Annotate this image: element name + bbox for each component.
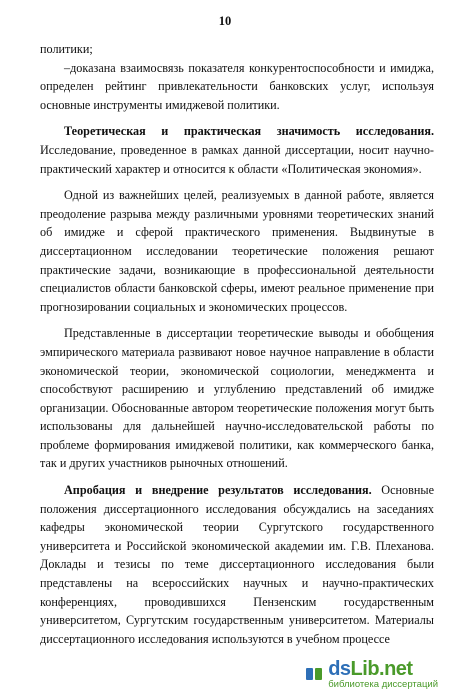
paragraph-goals: Одной из важнейших целей, реализуемых в данной работе, является преодоление разрыва между различными уровнями теоретических знаний об имидже и сферой практического применения. Выдвинутые в диссертационном исследовании теоретические положения решают практические задачи, возникающие в профессиональной деятельности специалистов области банковской сферы, имеют реальное применение при прогнозировании социальных и экономических процессов.: [40, 188, 434, 314]
page-number: 10: [218, 14, 232, 28]
section-heading-significance: Теоретическая и практическая значимость исследования.: [64, 124, 434, 139]
dslib-tagline: библиотека диссертаций: [328, 678, 438, 690]
paragraph-approbation-text: Основные положения диссертационного исследования обсуждались на заседаниях кафедры экономической теории Сургутского государственного университета и Российской экономической академии им. Г.В. Плеханова. Доклады и тезисы по теме диссертационного исследования были представлены на всероссийских научных и научно-практических конференциях, проводившихся Пензенским государственным университетом, Сургутским государственным университетом. Материалы диссертационного исследования используются в учебном процессе: [40, 483, 435, 646]
section-heading-approbation: Апробация и внедрение результатов исследования.: [64, 483, 372, 498]
dslib-watermark[interactable]: [301, 657, 442, 692]
paragraph-approbation: [40, 481, 434, 648]
paragraph-significance-text: Исследование, проведенное в рамках данной диссертации, носит научно-практический характер и относится к области «Политическая экономия».: [40, 142, 434, 176]
paragraph-continuation: политики;: [40, 42, 93, 56]
dslib-logo-icon: [305, 665, 323, 683]
document-body: [40, 40, 434, 648]
dslib-brand: dsLib.net: [328, 657, 413, 680]
paragraph-list-item: –доказана взаимосвязь показателя конкурентоспособности и имиджа, определен рейтинг привлекательности банковских услуг, используя основные инструменты имиджевой политики.: [40, 60, 434, 112]
paragraph-conclusions: Представленные в диссертации теоретические выводы и обобщения эмпирического материала развивают новое научное направление в области экономической теории, экономической социологии, менеджмента и способствуют расширению и углублению представлений об имидже организации. Обоснованные автором теоретические положения могут быть использованы для дальнейшей научно-исследовательской работы по проблеме формирования имиджевой политики, как коммерческого банка, так и других участников рыночных отношений.: [40, 326, 434, 471]
paragraph-significance: [40, 122, 434, 178]
